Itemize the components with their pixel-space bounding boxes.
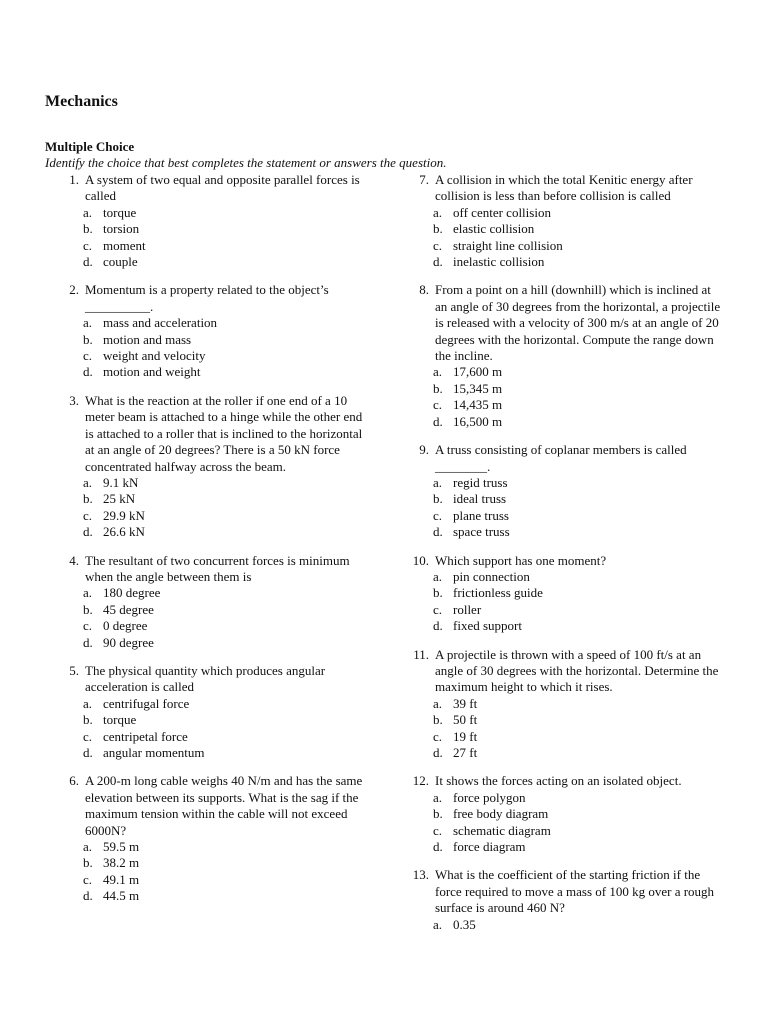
choice-list: [433, 205, 725, 271]
choice-text: pin connection: [453, 568, 530, 584]
choice-text: angular momentum: [103, 745, 205, 760]
choice-letter: d.: [83, 634, 93, 650]
choice-item: [433, 618, 725, 634]
choice-letter: a.: [433, 568, 443, 584]
choice-item: [83, 712, 363, 728]
question-text: A truss consisting of coplanar members is called ________.: [435, 442, 687, 474]
choice-letter: a.: [433, 789, 443, 805]
choice-letter: b.: [433, 806, 443, 822]
choice-text: straight line collision: [453, 237, 563, 253]
choice-letter: c.: [83, 348, 93, 364]
choice-text: 15,345 m: [453, 380, 503, 396]
question-item: [45, 393, 363, 541]
choice-item: [433, 254, 725, 270]
question-row: [45, 553, 363, 586]
choice-text: 16,500 m: [453, 413, 503, 429]
choice-text: 0 degree: [103, 618, 148, 634]
choice-letter: c.: [83, 237, 93, 253]
choice-item: [83, 855, 363, 871]
choice-text: 26.6 kN: [103, 524, 145, 540]
question-text: A system of two equal and opposite parallel forces is called: [85, 172, 360, 204]
question-row: [45, 393, 363, 475]
question-text: What is the reaction at the roller if one end of a 10 meter beam is attached to a hinge while the other end is attached to a roller that is inclined to the horizontal at an angle of 20 degrees? There is a 50 kN force concentrated halfway across the beam.: [85, 392, 363, 474]
choice-letter: b.: [83, 712, 93, 728]
question-item: [45, 663, 363, 761]
question-item: [395, 172, 725, 270]
choice-text: 9.1 kN: [103, 474, 139, 490]
choice-item: [433, 508, 725, 524]
choice-letter: d.: [83, 254, 93, 270]
right-column: [395, 172, 725, 945]
question-item: [395, 647, 725, 762]
choice-item: [83, 635, 363, 651]
choice-letter: d.: [433, 618, 443, 634]
choice-item: [433, 238, 725, 254]
choice-letter: b.: [433, 491, 443, 507]
choice-text: 17,600 m: [453, 364, 503, 380]
choice-letter: a.: [433, 695, 443, 711]
choice-text: regid truss: [453, 474, 508, 490]
choice-list: [433, 790, 725, 856]
choice-letter: a.: [83, 585, 93, 601]
choice-item: [83, 602, 363, 618]
choice-item: [433, 381, 725, 397]
choice-letter: a.: [83, 474, 93, 490]
choice-text: centrifugal force: [103, 695, 190, 711]
choice-list: [83, 315, 363, 381]
question-row: [395, 553, 725, 569]
question-item: [395, 553, 725, 635]
choice-item: [83, 332, 363, 348]
question-row: [395, 282, 725, 364]
choice-letter: c.: [83, 507, 93, 523]
choice-letter: c.: [433, 601, 443, 617]
choice-letter: d.: [83, 524, 93, 540]
question-number: 3.: [69, 392, 79, 408]
choice-item: [433, 745, 725, 761]
choice-text: torque: [103, 712, 137, 728]
choice-letter: b.: [433, 221, 443, 237]
choice-item: [83, 254, 363, 270]
choice-letter: b.: [433, 585, 443, 601]
choice-item: [83, 348, 363, 364]
choice-list: [83, 839, 363, 905]
choice-item: [433, 205, 725, 221]
question-row: [45, 773, 363, 839]
question-text: A projectile is thrown with a speed of 100 ft/s at an angle of 30 degrees with the horizontal. Determine the maximum height to which it rises.: [435, 646, 719, 695]
choice-text: plane truss: [453, 507, 509, 523]
choice-item: [433, 917, 725, 933]
document-title: Mechanics: [45, 93, 118, 110]
question-item: [45, 553, 363, 651]
choice-letter: b.: [83, 221, 93, 237]
choice-item: [83, 205, 363, 221]
choice-letter: d.: [83, 745, 93, 760]
choice-item: [433, 696, 725, 712]
choice-text: centripetal force: [103, 728, 188, 744]
choice-text: 25 kN: [103, 491, 136, 507]
question-row: [395, 867, 725, 916]
question-text: Momentum is a property related to the object’s __________.: [85, 282, 329, 314]
question-row: [395, 442, 725, 475]
question-text: The resultant of two concurrent forces is minimum when the angle between them is: [85, 552, 350, 584]
choice-letter: c.: [433, 822, 443, 838]
choice-item: [433, 397, 725, 413]
choice-text: mass and acceleration: [103, 315, 218, 331]
choice-item: [83, 475, 363, 491]
choice-item: [433, 729, 725, 745]
question-number: 1.: [69, 172, 79, 187]
choice-list: [83, 205, 363, 271]
choice-letter: b.: [433, 380, 443, 396]
question-item: [45, 172, 363, 270]
choice-letter: c.: [83, 728, 93, 744]
choice-letter: b.: [83, 855, 93, 871]
choice-text: fixed support: [453, 618, 522, 634]
choice-item: [83, 508, 363, 524]
choice-list: [83, 696, 363, 762]
left-column: [45, 172, 363, 917]
choice-item: [83, 491, 363, 507]
question-text: What is the coefficient of the starting friction if the force required to move a mass of 100 kg over a rough surface is around 460 N?: [435, 867, 715, 916]
choice-item: [433, 585, 725, 601]
choice-item: [83, 729, 363, 745]
choice-letter: d.: [433, 524, 443, 540]
choice-letter: b.: [83, 331, 93, 347]
choice-text: frictionless guide: [453, 585, 543, 601]
question-text: A 200-m long cable weighs 40 N/m and has the same elevation between its supports. What is the sag if the maximum tension within the cable will not exceed 6000N?: [85, 773, 363, 838]
choice-text: 59.5 m: [103, 839, 140, 855]
choice-text: 90 degree: [103, 634, 154, 650]
choice-item: [433, 823, 725, 839]
question-number: 2.: [69, 282, 79, 298]
choice-text: motion and weight: [103, 364, 201, 380]
choice-letter: c.: [433, 507, 443, 523]
choice-letter: b.: [83, 601, 93, 617]
choice-text: inelastic collision: [453, 254, 545, 270]
choice-text: 0.35: [453, 916, 476, 932]
choice-text: elastic collision: [453, 221, 535, 237]
section-title: Multiple Choice: [45, 139, 135, 154]
choice-text: motion and mass: [103, 331, 192, 347]
choice-item: [83, 872, 363, 888]
choice-text: 180 degree: [103, 585, 161, 601]
choice-item: [433, 712, 725, 728]
choice-letter: d.: [433, 413, 443, 429]
choice-letter: d.: [83, 364, 93, 380]
choice-item: [433, 221, 725, 237]
choice-letter: a.: [433, 204, 443, 220]
choice-item: [83, 618, 363, 634]
choice-text: free body diagram: [453, 806, 549, 822]
question-text: A collision in which the total Kenitic energy after collision is less than before collision is called: [435, 172, 693, 204]
choice-text: ideal truss: [453, 491, 507, 507]
choice-item: [433, 475, 725, 491]
choice-letter: d.: [433, 745, 443, 760]
choice-item: [433, 839, 725, 855]
choice-text: force polygon: [453, 789, 526, 805]
choice-letter: c.: [83, 871, 93, 887]
choice-item: [83, 221, 363, 237]
choice-item: [83, 888, 363, 904]
choice-text: space truss: [453, 524, 510, 540]
choice-letter: c.: [433, 397, 443, 413]
choice-item: [433, 790, 725, 806]
choice-list: [433, 917, 725, 933]
choice-item: [83, 585, 363, 601]
choice-text: 45 degree: [103, 601, 154, 617]
choice-item: [83, 696, 363, 712]
question-number: 10.: [412, 552, 429, 568]
choice-letter: d.: [433, 839, 443, 855]
choice-letter: a.: [433, 364, 443, 380]
choice-text: force diagram: [453, 839, 526, 855]
choice-item: [433, 569, 725, 585]
choice-item: [433, 414, 725, 430]
choice-item: [83, 745, 363, 761]
choice-letter: d.: [83, 888, 93, 904]
choice-text: 14,435 m: [453, 397, 503, 413]
choice-letter: c.: [83, 618, 93, 634]
choice-list: [433, 475, 725, 541]
choice-letter: a.: [433, 474, 443, 490]
choice-item: [433, 602, 725, 618]
question-number: 4.: [69, 552, 79, 568]
choice-text: 19 ft: [453, 728, 478, 744]
choice-text: 27 ft: [453, 745, 478, 760]
choice-letter: c.: [433, 728, 443, 744]
question-item: [395, 282, 725, 430]
choice-letter: b.: [433, 712, 443, 728]
question-number: 7.: [419, 172, 429, 187]
choice-item: [433, 491, 725, 507]
choice-letter: a.: [433, 916, 443, 932]
question-item: [45, 773, 363, 904]
question-number: 5.: [69, 662, 79, 678]
choice-letter: a.: [83, 204, 93, 220]
choice-text: torque: [103, 204, 137, 220]
question-text: The physical quantity which produces angular acceleration is called: [85, 662, 326, 695]
choice-text: off center collision: [453, 204, 551, 220]
choice-text: weight and velocity: [103, 348, 206, 364]
choice-list: [433, 364, 725, 430]
question-row: [395, 172, 725, 205]
question-row: [395, 773, 725, 789]
choice-text: couple: [103, 254, 138, 270]
choice-text: moment: [103, 237, 146, 253]
choice-letter: a.: [83, 839, 93, 855]
question-row: [45, 282, 363, 315]
choice-letter: b.: [83, 491, 93, 507]
choice-text: 50 ft: [453, 712, 478, 728]
choice-list: [433, 569, 725, 635]
question-number: 9.: [419, 442, 429, 458]
choice-text: schematic diagram: [453, 822, 551, 838]
question-number: 12.: [412, 773, 429, 789]
question-item: [395, 867, 725, 933]
question-row: [395, 647, 725, 696]
choice-item: [83, 839, 363, 855]
choice-item: [433, 524, 725, 540]
choice-item: [83, 364, 363, 380]
choice-letter: a.: [83, 315, 93, 331]
question-number: 11.: [413, 646, 429, 662]
choice-list: [433, 696, 725, 762]
question-number: 6.: [69, 773, 79, 789]
choice-text: roller: [453, 601, 482, 617]
choice-list: [83, 475, 363, 541]
choice-item: [433, 806, 725, 822]
question-number: 13.: [412, 867, 429, 883]
choice-text: torsion: [103, 221, 140, 237]
question-item: [395, 442, 725, 540]
question-row: [45, 663, 363, 696]
choice-item: [83, 315, 363, 331]
choice-text: 49.1 m: [103, 871, 140, 887]
question-text: From a point on a hill (downhill) which is inclined at an angle of 30 degrees from the horizontal, a projectile is released with a velocity of 300 m/s at an angle of 20 degrees with the horizontal. Compute the range down the incline.: [435, 282, 721, 364]
question-number: 8.: [419, 282, 429, 298]
choice-letter: a.: [83, 695, 93, 711]
choice-list: [83, 585, 363, 651]
choice-text: 39 ft: [453, 695, 478, 711]
question-text: It shows the forces acting on an isolated object.: [435, 773, 682, 789]
choice-text: 44.5 m: [103, 888, 140, 904]
question-text: Which support has one moment?: [435, 552, 607, 568]
choice-item: [83, 524, 363, 540]
choice-letter: d.: [433, 254, 443, 270]
instructions: Identify the choice that best completes the statement or answers the question.: [45, 155, 447, 170]
question-item: [45, 282, 363, 380]
choice-item: [83, 238, 363, 254]
choice-letter: c.: [433, 237, 443, 253]
question-item: [395, 773, 725, 855]
choice-item: [433, 364, 725, 380]
choice-text: 38.2 m: [103, 855, 140, 871]
choice-text: 29.9 kN: [103, 507, 145, 523]
question-row: [45, 172, 363, 205]
